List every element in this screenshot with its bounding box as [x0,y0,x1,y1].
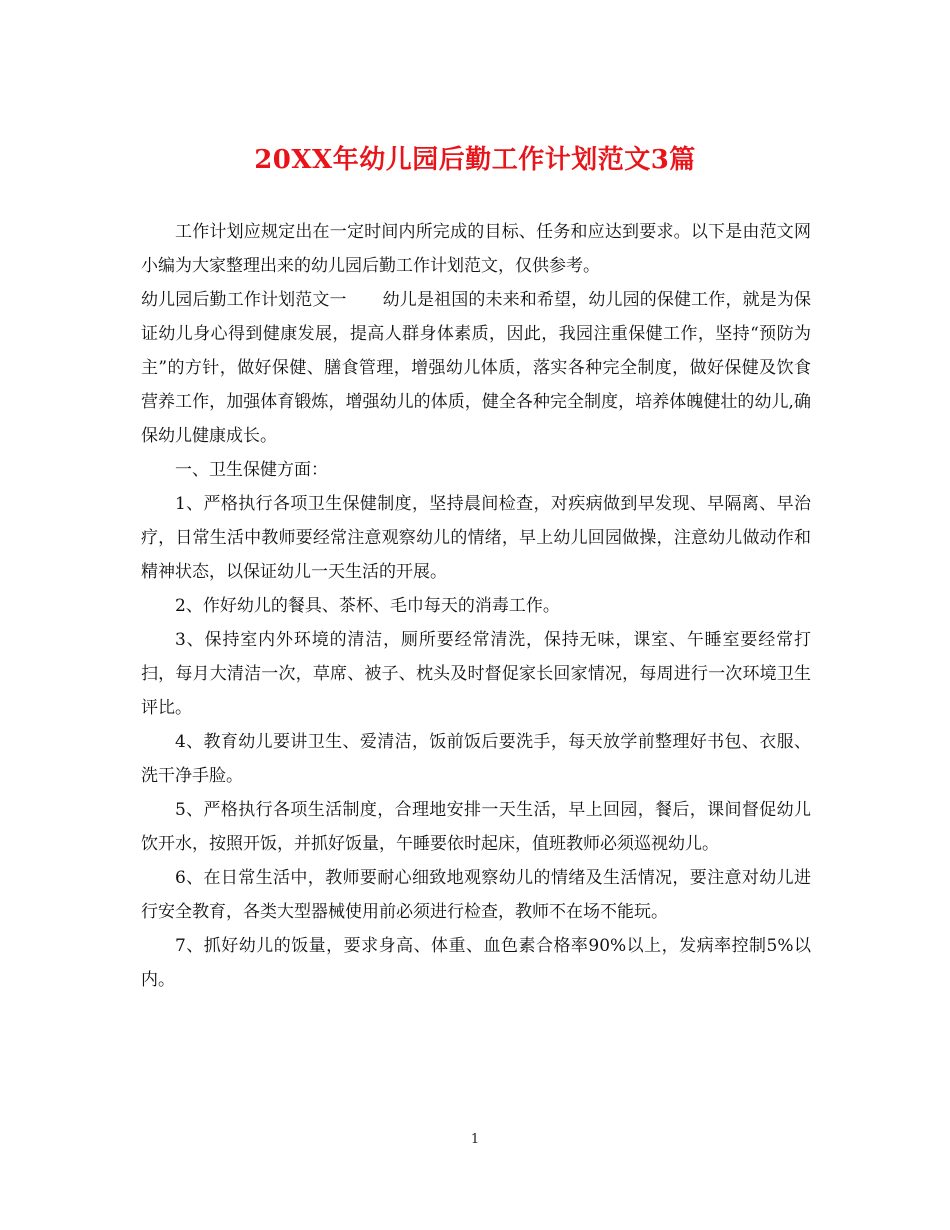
list-item: 4、教育幼儿要讲卫生、爱清洁，饭前饭后要洗手，每天放学前整理好书包、衣服、洗干净手脸。 [141,732,811,786]
document-title: 20XX年幼儿园后勤工作计划范文3篇 [254,145,696,175]
section-one-label: 幼儿园后勤工作计划范文一 [141,290,347,310]
list-item: 6、在日常生活中，教师要耐心细致地观察幼儿的情绪及生活情况，要注意对幼儿进行安全教育，各类大型器械使用前必须进行检查，教师不在场不能玩。 [141,868,811,922]
list-item: 7、抓好幼儿的饭量，要求身高、体重、血色素合格率90%以上，发病率控制5%以内。 [141,936,811,990]
intro-paragraph: 工作计划应规定出在一定时间内所完成的目标、任务和应达到要求。以下是由范文网小编为大家整理出来的幼儿园后勤工作计划范文，仅供参考。 [141,222,811,276]
list-item: 5、严格执行各项生活制度，合理地安排一天生活，早上回园，餐后，课间督促幼儿饮开水，按照开饭，并抓好饭量，午睡要依时起床，值班教师必须巡视幼儿。 [141,800,811,854]
page-number: 1 [470,1132,480,1147]
heading-hygiene: 一、卫生保健方面： [175,460,328,480]
list-item: 3、保持室内外环境的清洁，厕所要经常清洗，保持无味，课室、午睡室要经常打扫，每月大清洁一次，草席、被子、枕头及时督促家长回家情况，每周进行一次环境卫生评比。 [141,630,811,718]
list-item: 1、严格执行各项卫生保健制度，坚持晨间检查，对疾病做到早发现、早隔离、早治疗，日常生活中教师要经常注意观察幼儿的情绪，早上幼儿回园做操，注意幼儿做动作和精神状态，以保证幼儿一天生活的开展。 [141,494,811,582]
section-one-text: 幼儿是祖国的未来和希望，幼儿园的保健工作，就是为保证幼儿身心得到健康发展，提高人群身体素质，因此，我园注重保健工作，坚持“预防为主”的方针，做好保健、膳食管理，增强幼儿体质，落实各种完全制度，做好保健及饮食营养工作，加强体育锻炼，增强幼儿的体质，健全各种完全制度，培养体魄健壮的幼儿,确保幼儿健康成长。 [141,290,812,446]
document-body [141,215,811,997]
section-one-paragraph [141,283,811,453]
list-item: 2、作好幼儿的餐具、茶杯、毛巾每天的消毒工作。 [175,596,560,616]
